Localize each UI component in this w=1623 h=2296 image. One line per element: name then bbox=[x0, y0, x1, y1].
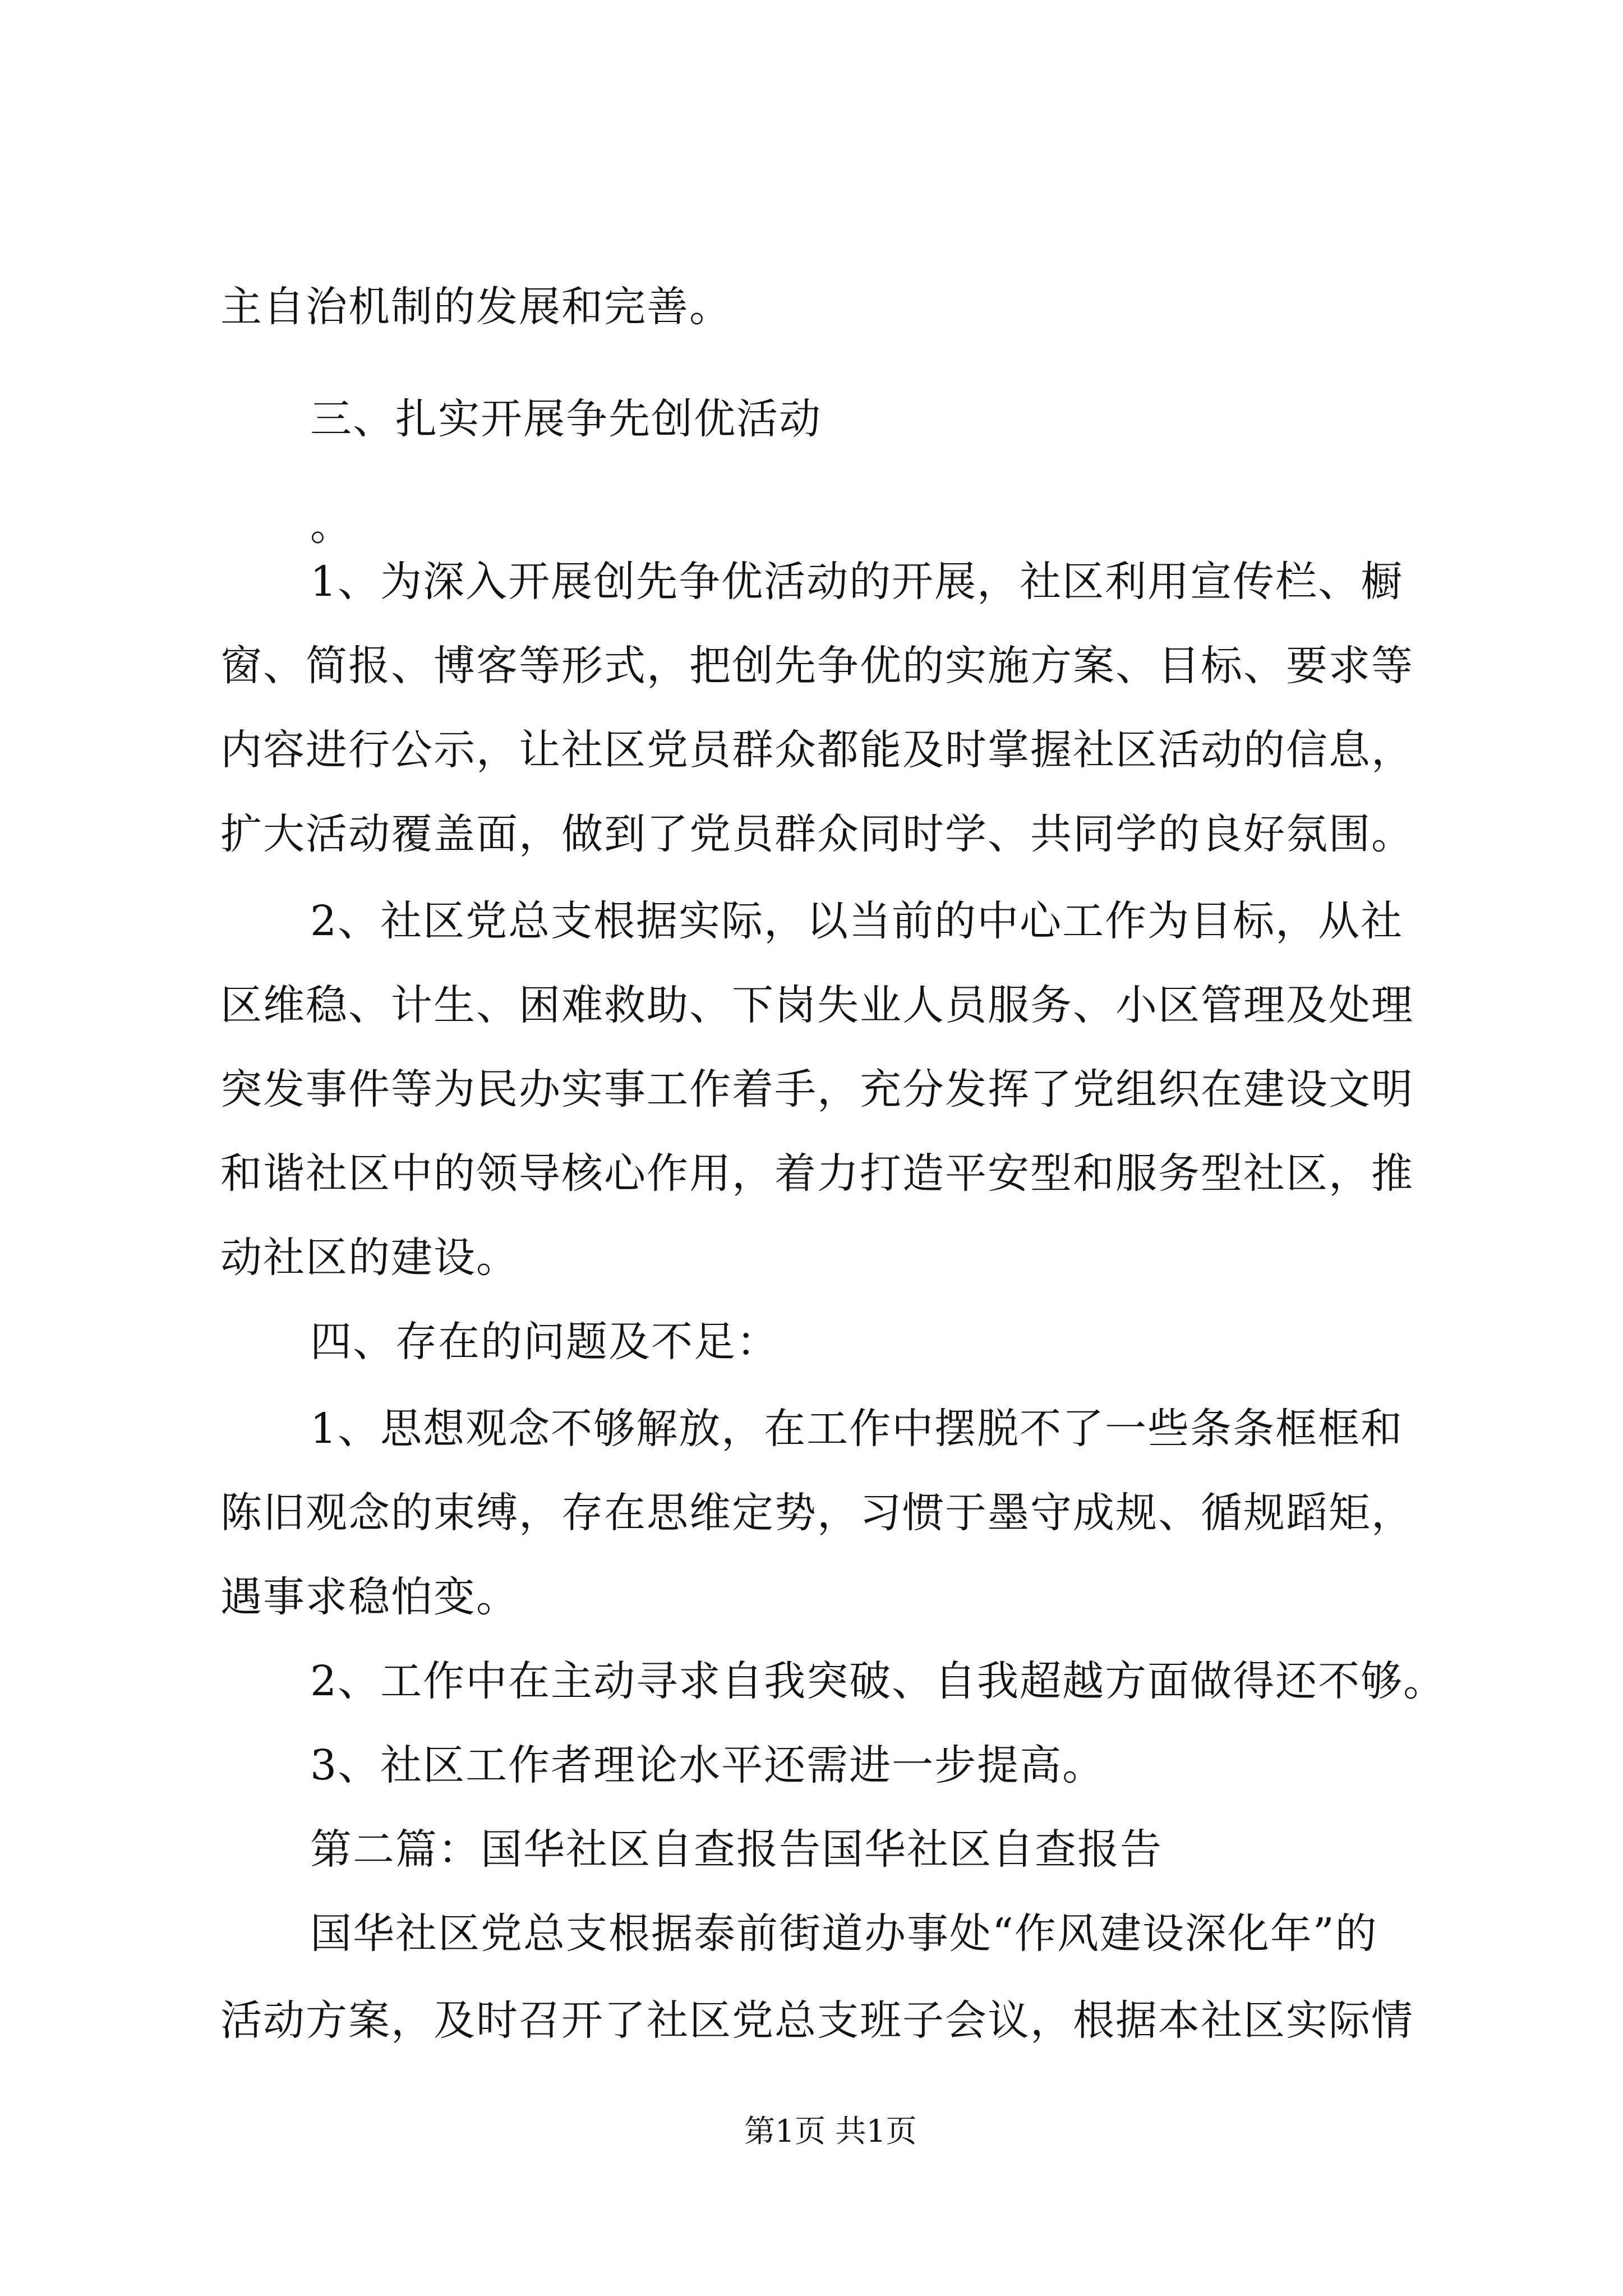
text-line: 和谐社区中的领导核心作用，着力打造平安型和服务型社区，推 bbox=[220, 1149, 1414, 1198]
text-line: 窗、简报、博客等形式，把创先争优的实施方案、目标、要求等 bbox=[220, 642, 1414, 690]
text-line: 遇事求稳怕变。 bbox=[220, 1573, 519, 1621]
text-line: 国华社区党总支根据泰前街道办事处“作风建设深化年”的 bbox=[310, 1910, 1378, 1958]
text-line: 扩大活动覆盖面，做到了党员群众同时学、共同学的良好氛围。 bbox=[220, 810, 1414, 858]
text-line: 1、为深入开展创先争优活动的开展，社区利用宣传栏、橱 bbox=[310, 558, 1404, 606]
text-line: 区维稳、计生、困难救助、下岗失业人员服务、小区管理及处理 bbox=[220, 981, 1414, 1029]
text-line: 。 bbox=[310, 501, 353, 550]
text-line: 2、工作中在主动寻求自我突破、自我超越方面做得还不够。 bbox=[310, 1657, 1446, 1705]
text-line: 三、扎实开展争先创优活动 bbox=[310, 395, 822, 443]
text-line: 陈旧观念的束缚，存在思维定势，习惯于墨守成规、循规蹈矩， bbox=[220, 1489, 1414, 1537]
text-line: 内容进行公示，让社区党员群众都能及时掌握社区活动的信息， bbox=[220, 726, 1414, 774]
text-line: 活动方案，及时召开了社区党总支班子会议，根据本社区实际情 bbox=[220, 1996, 1414, 2045]
text-line: 2、社区党总支根据实际，以当前的中心工作为目标，从社 bbox=[310, 897, 1404, 945]
text-line: 3、社区工作者理论水平还需进一步提高。 bbox=[310, 1741, 1105, 1789]
text-line: 突发事件等为民办实事工作着手，充分发挥了党组织在建设文明 bbox=[220, 1065, 1414, 1114]
text-line: 主自治机制的发展和完善。 bbox=[220, 283, 732, 331]
text-line: 动社区的建设。 bbox=[220, 1234, 519, 1282]
text-line: 1、思想观念不够解放，在工作中摆脱不了一些条条框框和 bbox=[310, 1405, 1404, 1453]
text-line: 四、存在的问题及不足： bbox=[310, 1318, 779, 1366]
page-footer: 第1页 共1页 bbox=[744, 2113, 917, 2149]
text-line: 第二篇：国华社区自查报告国华社区自查报告 bbox=[310, 1825, 1163, 1874]
